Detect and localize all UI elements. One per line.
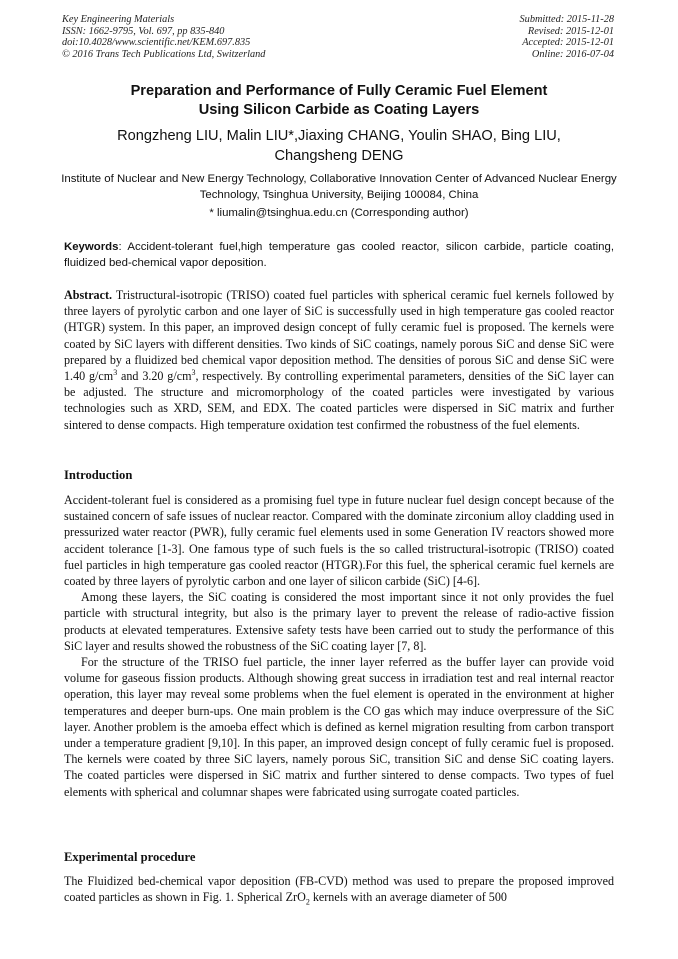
abstract-sup-2: 3: [191, 367, 196, 377]
keywords-label: Keywords: [64, 241, 119, 253]
exp-subscript: 2: [305, 897, 310, 907]
abstract-sup-1: 3: [113, 367, 118, 377]
affiliation: Institute of Nuclear and New Energy Technology, Collaborative Innovation Center of Advanced Nuclear Energy Technology, Tsinghua University, Beijing 100084, China: [61, 173, 617, 201]
abstract: [64, 287, 614, 433]
journal-name: Key Engineering Materials: [62, 14, 175, 25]
accepted-date: Accepted: 2015-12-01: [522, 37, 614, 49]
introduction-heading: Introduction: [64, 468, 133, 482]
author-list: [40, 126, 638, 166]
authors-line-1: Rongzheng LIU, Malin LIU*,Jiaxing CHANG, Youlin SHAO, Bing LIU,: [117, 128, 561, 144]
introduction-body: [64, 492, 614, 800]
title-line-2: Using Silicon Carbide as Coating Layers: [198, 102, 480, 118]
experimental-body: [64, 873, 614, 905]
abstract-text-2: and 3.20 g/cm: [117, 369, 192, 384]
abstract-text-3: , respectively. By controlling experimental parameters, densities of the SiC layer can be adjusted. The structure and micromorphology of the coated particles were investigated by various technologies such as XRD, SEM, and EDX. The coated particles were dispersed in SiC matrix and further sintered to dense compacts. High temperature oxidation test confirmed the robustness of the fuel elements.: [64, 369, 614, 432]
copyright-line: © 2016 Trans Tech Publications Ltd, Switzerland: [62, 48, 266, 60]
title-line-1: Preparation and Performance of Fully Ceramic Fuel Element: [130, 83, 548, 99]
keywords-text: : Accident-tolerant fuel,high temperature gas cooled reactor, silicon carbide, particle coating, fluidized bed-chemical vapor deposition.: [64, 241, 614, 269]
exp-text-1: The Fluidized bed-chemical vapor deposition (FB-CVD) method was used to prepare the proposed improved coated particles as shown in Fig. 1. Spherical ZrO: [64, 874, 614, 905]
paper-title: [40, 82, 638, 120]
issn-line: ISSN: 1662-9795, Vol. 697, pp 835-840: [62, 25, 225, 37]
intro-paragraph-2: Among these layers, the SiC coating is considered the most important since it not only provides the fuel particle with structural integrity, but also is the primary layer to prevent the release of radio-active fission products at elevated temperatures. Extensive safety tests have been carried out to study the performance of this SiC layer and results showed the robustness of the SiC coating layer [7, 8].: [64, 590, 614, 653]
corresponding-email: * liumalin@tsinghua.edu.cn (Corresponding author): [209, 207, 469, 219]
doi-line: doi:10.4028/www.scientific.net/KEM.697.835: [62, 37, 251, 49]
intro-paragraph-1: Accident-tolerant fuel is considered as a promising fuel type in future nuclear fuel design concept because of the sustained concern of safe issues of nuclear reactor. Compared with the dominate zirconium alloy cladding used in pressurized water reactor (PWR), fully ceramic fuel elements used in some Generation IV reactors showed more accident tolerance [1-3]. One famous type of such fuels is the so called tristructural-isotropic (TRISO) coated fuel particles in high temperature gas cooled reactor (HTGR).For this fuel, the spherical ceramic fuel kernels are coated by three layers of pyrolytic carbon and one layer of silicon carbide (SiC) [4-6].: [64, 493, 614, 589]
revised-date: Revised: 2015-12-01: [527, 25, 614, 37]
experimental-heading: Experimental procedure: [64, 850, 196, 864]
header-left: [62, 14, 265, 60]
authors-line-2: Changsheng DENG: [274, 148, 404, 164]
keywords: [64, 239, 614, 271]
abstract-text-1: Tristructural-isotropic (TRISO) coated fuel particles with spherical ceramic fuel kernels followed by three layers of pyrolytic carbon and one layer of SiC is successfully used in high temperature gas cooled reactor (HTGR) system. In this paper, an improved design concept of fully ceramic fuel is proposed. The kernels were coated by SiC layers with different densities. Two kinds of SiC coatings, namely porous SiC and dense SiC were prepared by a fluidized bed chemical vapor deposition method. The densities of porous SiC and dense SiC were 1.40 g/cm: [64, 288, 614, 384]
header-right: [520, 14, 614, 60]
submitted-date: Submitted: 2015-11-28: [519, 14, 614, 25]
exp-text-2: kernels with an average diameter of 500: [309, 890, 507, 905]
abstract-label: Abstract.: [64, 288, 113, 302]
online-date: Online: 2016-07-04: [531, 48, 614, 60]
intro-paragraph-3: For the structure of the TRISO fuel particle, the inner layer referred as the buffer layer can provide void volume for gaseous fission products. Although showing great success in irradiation test and real internal reactor operation, this layer may reveal some problems when the fuel element is operated in the environment at higher temperatures and deeper burn-ups. One main problem is the CO gas which may induce overpressure of the SiC layer. Another problem is the amoeba effect which is defined as kernel migration resulting from carbon transport under a temperature gradient [9,10]. In this paper, an improved design concept of fully ceramic fuel is proposed. The kernels were coated by three SiC layers, namely porous SiC, transition SiC and dense SiC coating layers. The coated particles were dispersed in SiC matrix and further sintered to dense compacts. Two types of fuel elements with spherical and columnar shapes were fabricated using surrogate coated particles.: [64, 655, 614, 799]
